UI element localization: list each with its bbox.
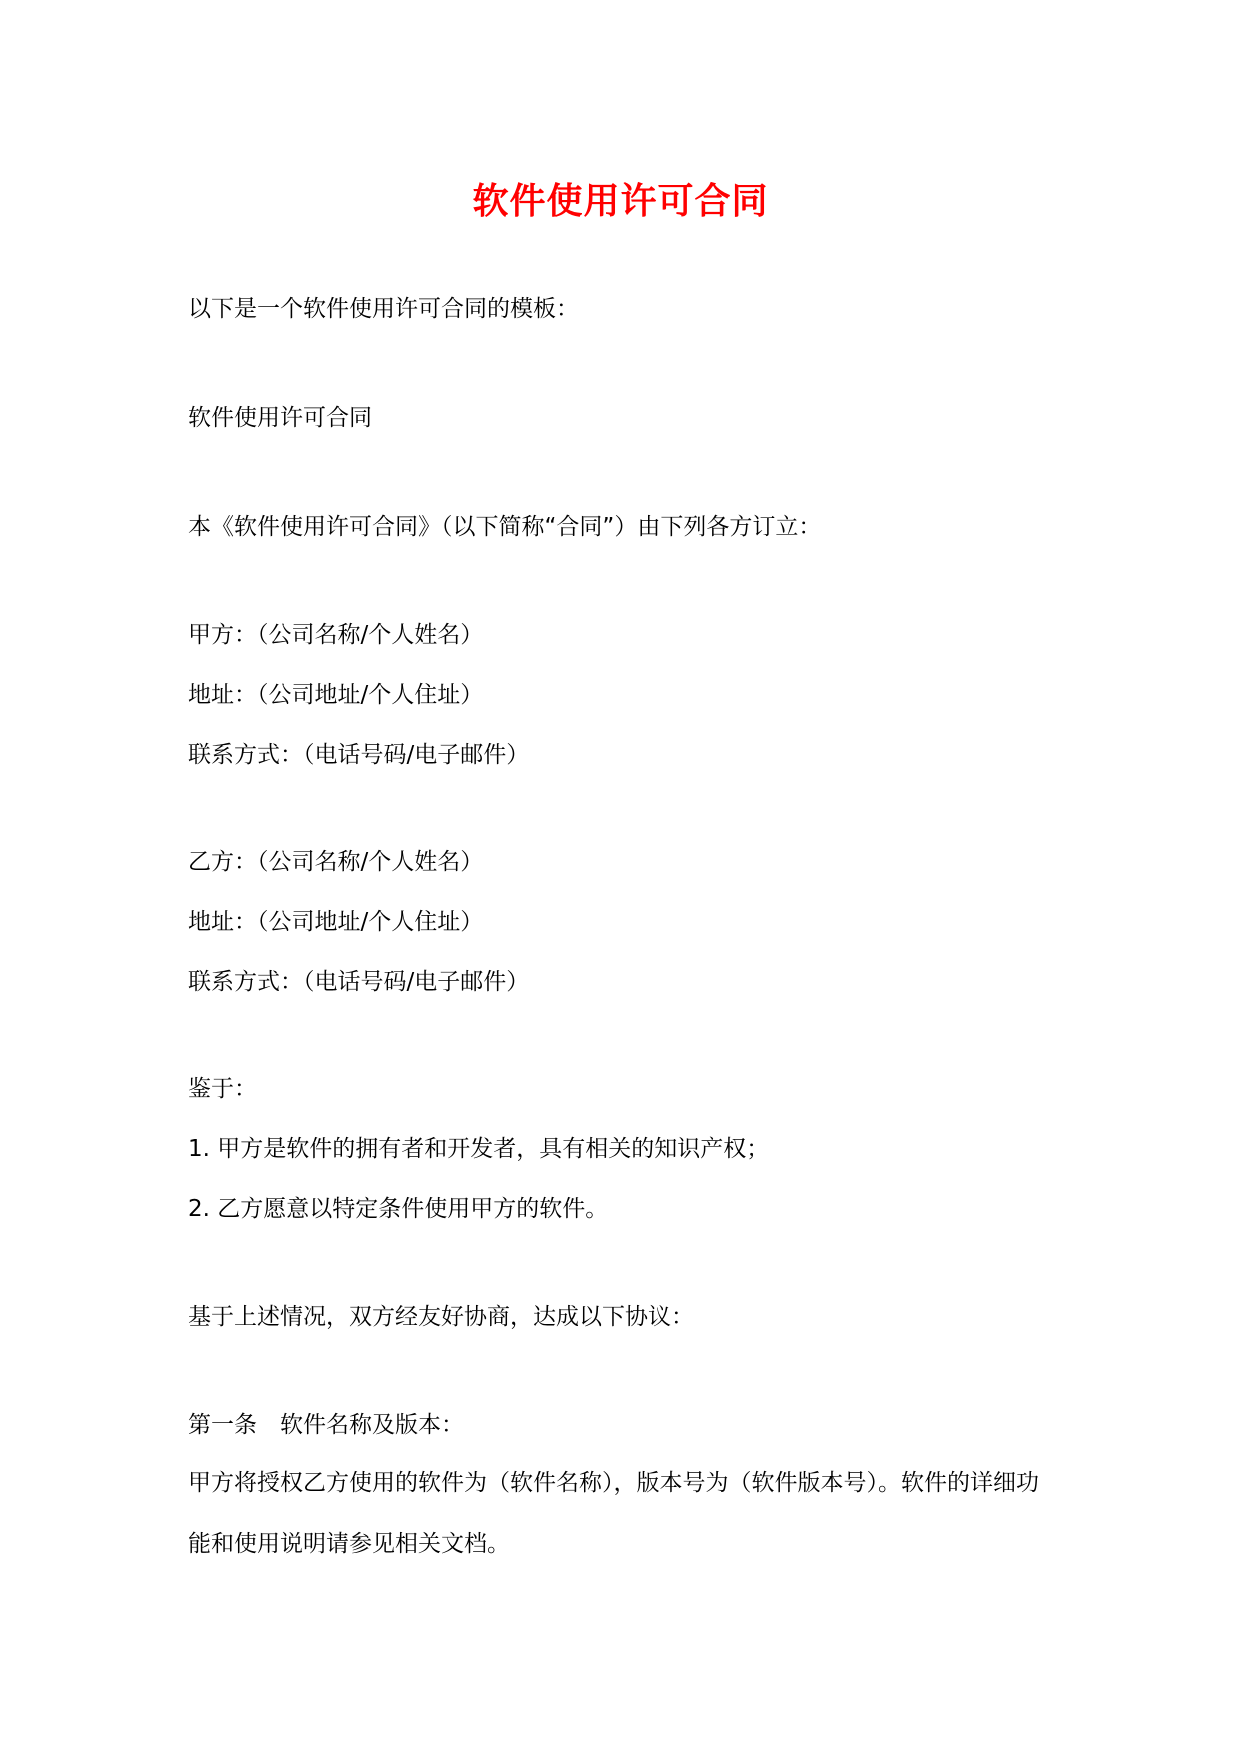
party-a-name: 甲方：（公司名称/个人姓名） <box>188 622 484 648</box>
party-a-address: 地址：（公司地址/个人住址） <box>188 682 484 708</box>
agreement-lead: 基于上述情况，双方经友好协商，达成以下协议： <box>188 1304 694 1330</box>
party-a-contact: 联系方式：（电话号码/电子邮件） <box>188 742 530 768</box>
party-b-name: 乙方：（公司名称/个人姓名） <box>188 849 484 875</box>
party-b-address: 地址：（公司地址/个人住址） <box>188 909 484 935</box>
whereas-item: 1. 甲方是软件的拥有者和开发者，具有相关的知识产权； <box>188 1136 770 1162</box>
article-1-heading: 第一条 软件名称及版本： <box>188 1412 464 1438</box>
contract-heading: 软件使用许可合同 <box>188 405 372 431</box>
whereas-item: 2. 乙方愿意以特定条件使用甲方的软件。 <box>188 1196 609 1222</box>
article-1-body: 甲方将授权乙方使用的软件为（软件名称），版本号为（软件版本号）。软件的详细功能和使用说明请参见相关文档。 <box>188 1470 1039 1557</box>
preamble-text: 本《软件使用许可合同》（以下简称“合同”）由下列各方订立： <box>188 514 822 540</box>
party-b-contact: 联系方式：（电话号码/电子邮件） <box>188 969 530 995</box>
whereas-label: 鉴于： <box>188 1076 257 1102</box>
intro-text: 以下是一个软件使用许可合同的模板： <box>188 296 579 322</box>
document-title: 软件使用许可合同 <box>472 181 769 222</box>
